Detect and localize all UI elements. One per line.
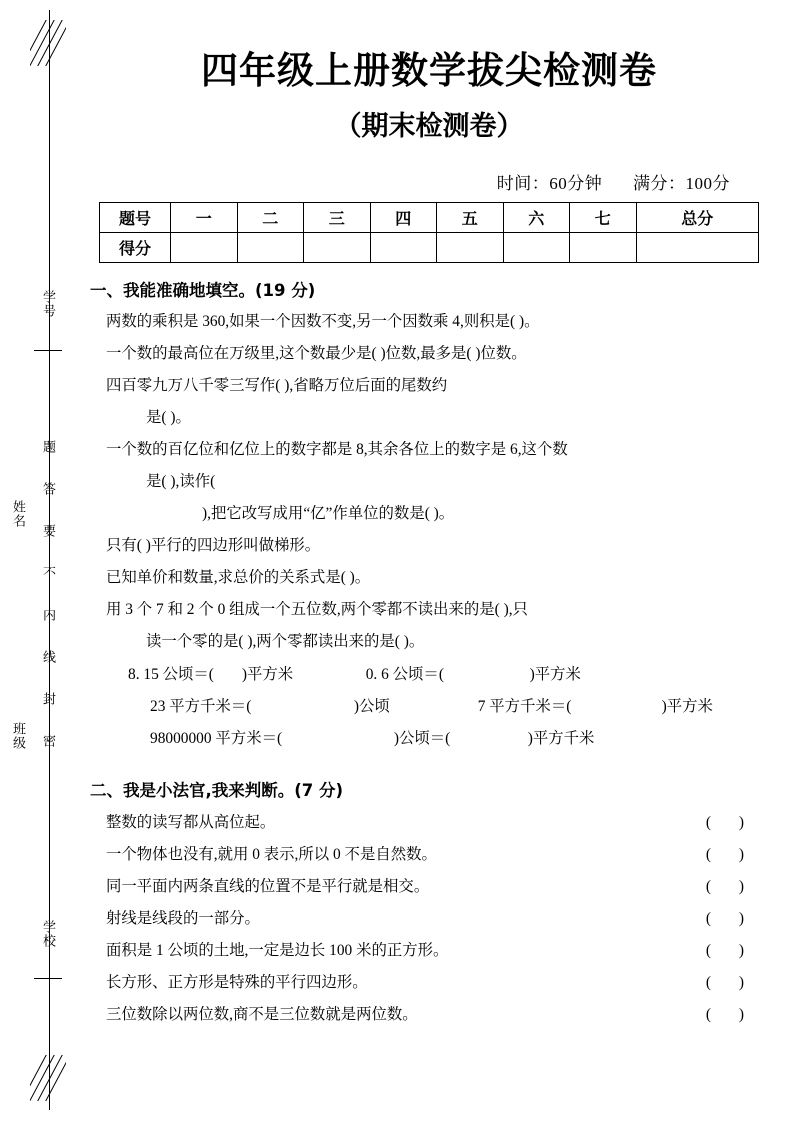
unit-cell-3c: )平方千米 — [527, 730, 595, 747]
question-1-7-cont: 读一个零的是( ),两个零都读出来的是( )。 — [146, 633, 425, 650]
col-total: 总分 — [636, 203, 759, 233]
margin-label-yao: 要 — [41, 524, 56, 538]
judgment-5-answer[interactable]: ( ) — [705, 942, 756, 959]
unit-cell-3b: )公顷＝( — [393, 730, 451, 747]
margin-label-xingming: 姓名 — [11, 500, 26, 528]
question-1-5: 只有( )平行的四边形叫做梯形。 — [106, 537, 321, 554]
col-1: 一 — [171, 203, 238, 233]
col-3: 三 — [304, 203, 371, 233]
unit-cell-2b: )公顷 — [353, 698, 390, 715]
judgment-7-text: 三位数除以两位数,商不是三位数就是两位数。 — [106, 1006, 418, 1023]
time-label: 时间：60分钟 — [496, 174, 603, 193]
left-margin-strip — [11, 10, 74, 1110]
page-title: 四年级上册数学拔尖检测卷 — [201, 49, 657, 92]
score-cell-4[interactable] — [370, 233, 437, 263]
col-7: 七 — [570, 203, 637, 233]
score-table — [99, 202, 759, 263]
judgment-5-text: 面积是 1 公顷的土地,一定是边长 100 米的正方形。 — [106, 942, 449, 959]
row-header-defen: 得分 — [100, 233, 171, 263]
margin-label-mi: 密 — [41, 734, 56, 748]
question-1-3-cont: 是( )。 — [146, 409, 191, 426]
margin-label-nei: 内 — [41, 608, 56, 622]
judgment-4 — [106, 903, 774, 935]
table-row-header — [100, 203, 759, 233]
judgment-5 — [106, 935, 774, 967]
judgment-6 — [106, 967, 774, 999]
question-1-8-row-3 — [150, 723, 774, 755]
unit-cell-1b: )平方米 — [241, 666, 294, 683]
judgment-4-text: 射线是线段的一部分。 — [106, 910, 260, 927]
col-2: 二 — [237, 203, 304, 233]
margin-underline-2 — [34, 978, 62, 979]
question-1-4-cont-b: ),把它改写成用“亿”作单位的数是( )。 — [202, 505, 455, 522]
score-cell-2[interactable] — [237, 233, 304, 263]
question-1-7: 用 3 个 7 和 2 个 0 组成一个五位数,两个零都不读出来的是( ),只 — [106, 601, 528, 618]
unit-cell-2c: 7 平方千米＝( — [477, 698, 572, 715]
col-4: 四 — [370, 203, 437, 233]
section-heading-1: 一、我能准确地填空。(19 分) — [90, 281, 316, 300]
margin-label-banji: 班级 — [11, 722, 26, 750]
exam-meta — [84, 169, 730, 194]
question-1-6: 已知单价和数量,求总价的关系式是( )。 — [106, 569, 371, 586]
hatch-marks — [30, 20, 66, 66]
margin-label-xuexiao: 学校 — [41, 920, 56, 948]
judgment-7 — [106, 999, 774, 1031]
margin-label-xian: 线 — [41, 650, 56, 664]
judgment-3-answer[interactable]: ( ) — [705, 878, 756, 895]
table-row-score — [100, 233, 759, 263]
col-6: 六 — [503, 203, 570, 233]
full-score-label: 满分：100分 — [633, 174, 730, 193]
margin-underline-1 — [34, 350, 62, 351]
judgment-2-answer[interactable]: ( ) — [705, 846, 756, 863]
question-1-3: 四百零九万八千零三写作( ),省略万位后面的尾数约 — [106, 377, 448, 394]
score-cell-7[interactable] — [570, 233, 637, 263]
unit-cell-1d: )平方米 — [529, 666, 581, 683]
judgment-6-text: 长方形、正方形是特殊的平行四边形。 — [106, 974, 368, 991]
margin-label-bu: 不 — [41, 566, 56, 580]
judgment-1 — [106, 807, 774, 839]
unit-cell-2a: 23 平方千米＝( — [150, 698, 252, 715]
judgment-2 — [106, 839, 774, 871]
question-1-4-cont-a: 是( ),读作( — [146, 473, 216, 490]
margin-label-ti: 题 — [41, 440, 56, 454]
question-1-8-row-2 — [150, 691, 774, 723]
margin-label-da: 答 — [41, 482, 56, 496]
score-cell-1[interactable] — [171, 233, 238, 263]
judgment-1-text: 整数的读写都从高位起。 — [106, 814, 276, 831]
exam-content — [84, 18, 774, 1031]
score-cell-6[interactable] — [503, 233, 570, 263]
hatch-marks-bottom — [30, 1055, 66, 1101]
score-cell-total[interactable] — [636, 233, 759, 263]
judgment-3 — [106, 871, 774, 903]
score-cell-3[interactable] — [304, 233, 371, 263]
judgment-6-answer[interactable]: ( ) — [705, 974, 756, 991]
question-1-1: 两数的乘积是 360,如果一个因数不变,另一个因数乘 4,则积是( )。 — [106, 313, 540, 330]
score-cell-5[interactable] — [437, 233, 504, 263]
question-1-8-row-1 — [128, 659, 774, 691]
section-heading-2: 二、我是小法官,我来判断。(7 分) — [90, 781, 344, 800]
unit-cell-1c: 0. 6 公顷＝( — [365, 666, 444, 683]
unit-cell-3a: 98000000 平方米＝( — [150, 730, 283, 747]
judgment-3-text: 同一平面内两条直线的位置不是平行就是相交。 — [106, 878, 430, 895]
margin-label-xuehao: 学号 — [41, 290, 56, 318]
page-subtitle: （期末检测卷） — [334, 111, 524, 142]
row-header-tihao: 题号 — [100, 203, 171, 233]
unit-cell-1a: 8. 15 公顷＝( — [128, 666, 214, 683]
judgment-4-answer[interactable]: ( ) — [705, 910, 756, 927]
judgment-2-text: 一个物体也没有,就用 0 表示,所以 0 不是自然数。 — [106, 846, 437, 863]
question-1-2: 一个数的最高位在万级里,这个数最少是( )位数,最多是( )位数。 — [106, 345, 527, 362]
margin-label-feng: 封 — [41, 692, 56, 706]
judgment-1-answer[interactable]: ( ) — [705, 814, 756, 831]
col-5: 五 — [437, 203, 504, 233]
judgment-7-answer[interactable]: ( ) — [705, 1006, 756, 1023]
unit-cell-2d: )平方米 — [661, 698, 713, 715]
question-1-4: 一个数的百亿位和亿位上的数字都是 8,其余各位上的数字是 6,这个数 — [106, 441, 568, 458]
